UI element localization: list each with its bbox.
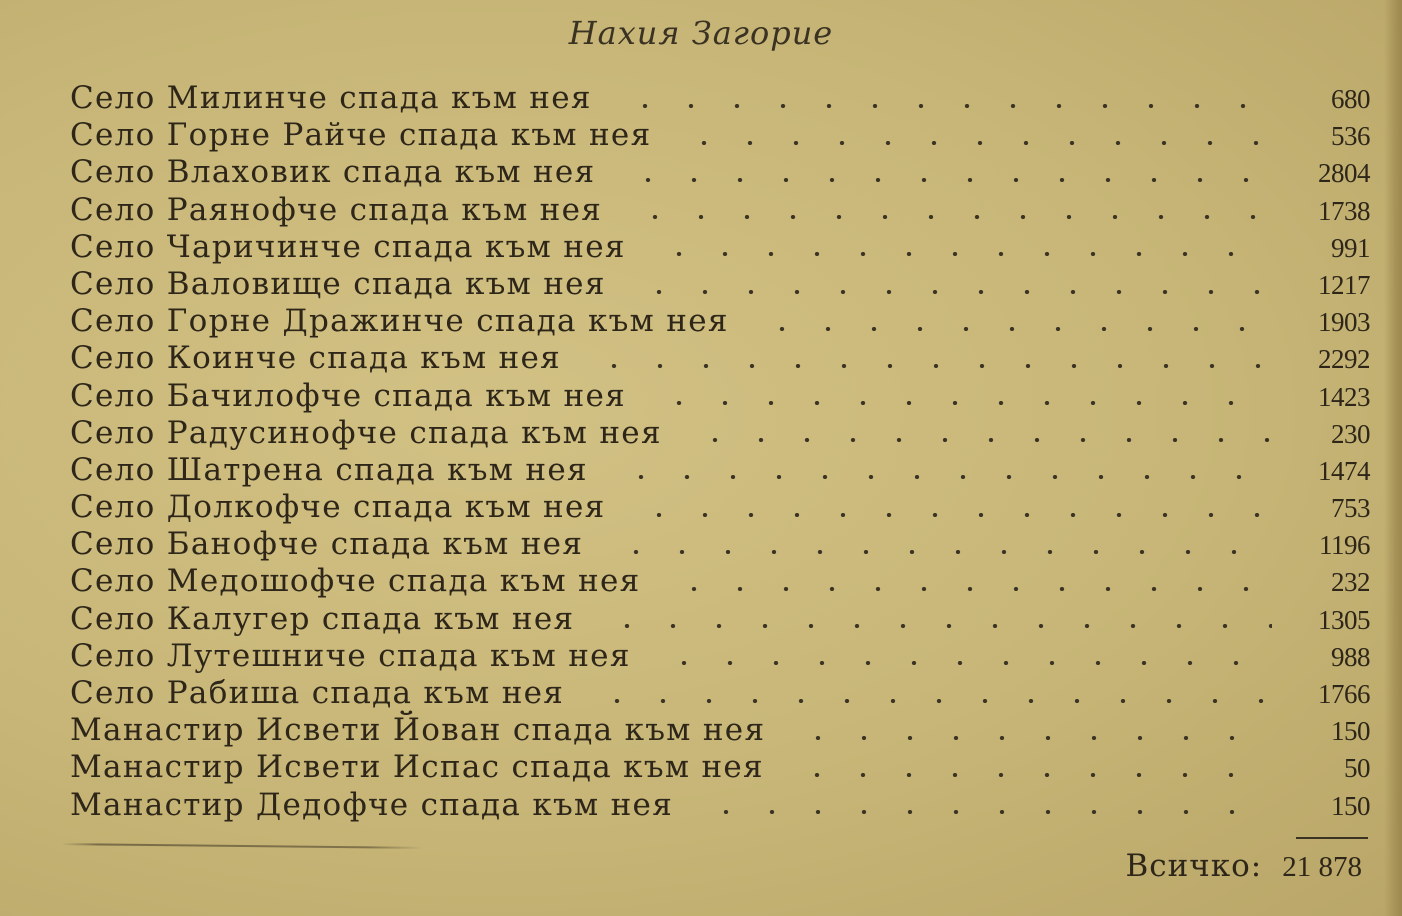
household-count: 988 xyxy=(1331,641,1370,672)
dot-leader xyxy=(617,178,1272,182)
dot-leader xyxy=(586,699,1272,703)
dot-leader xyxy=(653,661,1272,665)
dot-leader xyxy=(663,587,1272,591)
settlement-name: Село Банофче спада към нея xyxy=(70,526,584,563)
dot-leader xyxy=(684,438,1272,442)
list-item xyxy=(70,787,1370,824)
list-item xyxy=(70,452,1370,489)
settlement-name: Село Долкофче спада към нея xyxy=(70,489,606,526)
sum-rule xyxy=(1296,837,1368,839)
dot-leader xyxy=(628,513,1273,517)
total-label: Всичко: xyxy=(1125,848,1263,884)
settlement-name: Село Радусинофче спада към нея xyxy=(70,414,662,451)
dot-leader xyxy=(628,290,1272,294)
dot-leader xyxy=(624,215,1272,219)
list-item xyxy=(70,563,1370,600)
page-edge-shadow xyxy=(1384,0,1402,916)
list-item xyxy=(70,638,1370,675)
household-count: 1766 xyxy=(1318,679,1370,709)
household-count: 1217 xyxy=(1318,269,1370,300)
dot-leader xyxy=(787,736,1272,740)
page-title: Нахия Загорие xyxy=(568,14,834,52)
list-item xyxy=(70,526,1370,563)
dot-leader xyxy=(648,401,1272,405)
total-value: 21 878 xyxy=(1282,851,1362,883)
settlement-name: Село Влаховик спада към нея xyxy=(70,154,596,191)
list-item xyxy=(70,80,1370,117)
settlement-name: Село Медошофче спада към нея xyxy=(70,563,641,600)
dot-leader xyxy=(695,810,1272,814)
settlement-name: Село Раянофче спада към нея xyxy=(70,191,603,228)
list-item xyxy=(70,415,1370,452)
dot-leader xyxy=(648,252,1272,256)
settlement-name: Село Коинче спада към нея xyxy=(70,340,562,377)
dot-leader xyxy=(605,550,1272,554)
settlement-list xyxy=(70,80,1370,824)
dot-leader xyxy=(673,141,1272,145)
household-count: 1474 xyxy=(1318,455,1370,486)
settlement-name: Манастир Исвети Йован спада към нея xyxy=(70,712,766,749)
total-row xyxy=(1125,848,1362,884)
household-count: 150 xyxy=(1331,716,1370,747)
household-count: 1738 xyxy=(1318,195,1370,226)
settlement-name: Село Чаричинче спада към нея xyxy=(70,228,626,265)
dot-leader xyxy=(786,773,1272,777)
list-item xyxy=(70,378,1370,415)
household-count: 2804 xyxy=(1318,158,1370,189)
settlement-name: Манастир Дедофче спада към нея xyxy=(70,786,674,823)
settlement-name: Село Горне Райче спада към нея xyxy=(70,117,652,154)
list-item xyxy=(70,749,1370,786)
settlement-name: Село Рабиша спада към нея xyxy=(70,675,565,711)
list-item xyxy=(70,229,1370,266)
list-item xyxy=(70,154,1370,191)
household-count: 753 xyxy=(1331,493,1370,524)
settlement-name: Село Милинче спада към нея xyxy=(70,80,592,116)
dot-leader xyxy=(610,475,1272,479)
dot-leader xyxy=(614,104,1272,108)
household-count: 2292 xyxy=(1318,344,1370,375)
household-count: 680 xyxy=(1331,84,1370,114)
household-count: 1196 xyxy=(1319,530,1370,561)
dot-leader xyxy=(583,364,1272,368)
list-item xyxy=(70,340,1370,377)
pencil-underline xyxy=(62,843,422,849)
list-item xyxy=(70,117,1370,154)
settlement-name: Село Лутешниче спада към нея xyxy=(70,637,631,674)
household-count: 1423 xyxy=(1318,381,1370,412)
household-count: 232 xyxy=(1331,567,1370,598)
settlement-name: Село Бачилофче спада към нея xyxy=(70,377,626,414)
household-count: 991 xyxy=(1331,232,1370,263)
settlement-name: Село Шатрена спада към нея xyxy=(70,451,588,488)
household-count: 536 xyxy=(1331,121,1370,152)
household-count: 1903 xyxy=(1318,307,1370,338)
dot-leader xyxy=(751,327,1272,331)
household-count: 1305 xyxy=(1318,604,1370,635)
household-count: 150 xyxy=(1331,790,1370,821)
dot-leader xyxy=(596,624,1272,628)
settlement-name: Манастир Исвети Испас спада към нея xyxy=(70,749,764,786)
settlement-name: Село Валовище спада към нея xyxy=(70,265,606,302)
settlement-name: Село Калугер спада към нея xyxy=(70,600,575,637)
settlement-name: Село Горне Дражинче спада към нея xyxy=(70,303,729,340)
list-item xyxy=(70,712,1370,749)
list-item xyxy=(70,192,1370,229)
list-item xyxy=(70,601,1370,638)
household-count: 230 xyxy=(1331,418,1370,449)
household-count: 50 xyxy=(1344,753,1370,784)
list-item xyxy=(70,266,1370,303)
list-item xyxy=(70,489,1370,526)
list-item xyxy=(70,303,1370,340)
list-item xyxy=(70,675,1370,712)
